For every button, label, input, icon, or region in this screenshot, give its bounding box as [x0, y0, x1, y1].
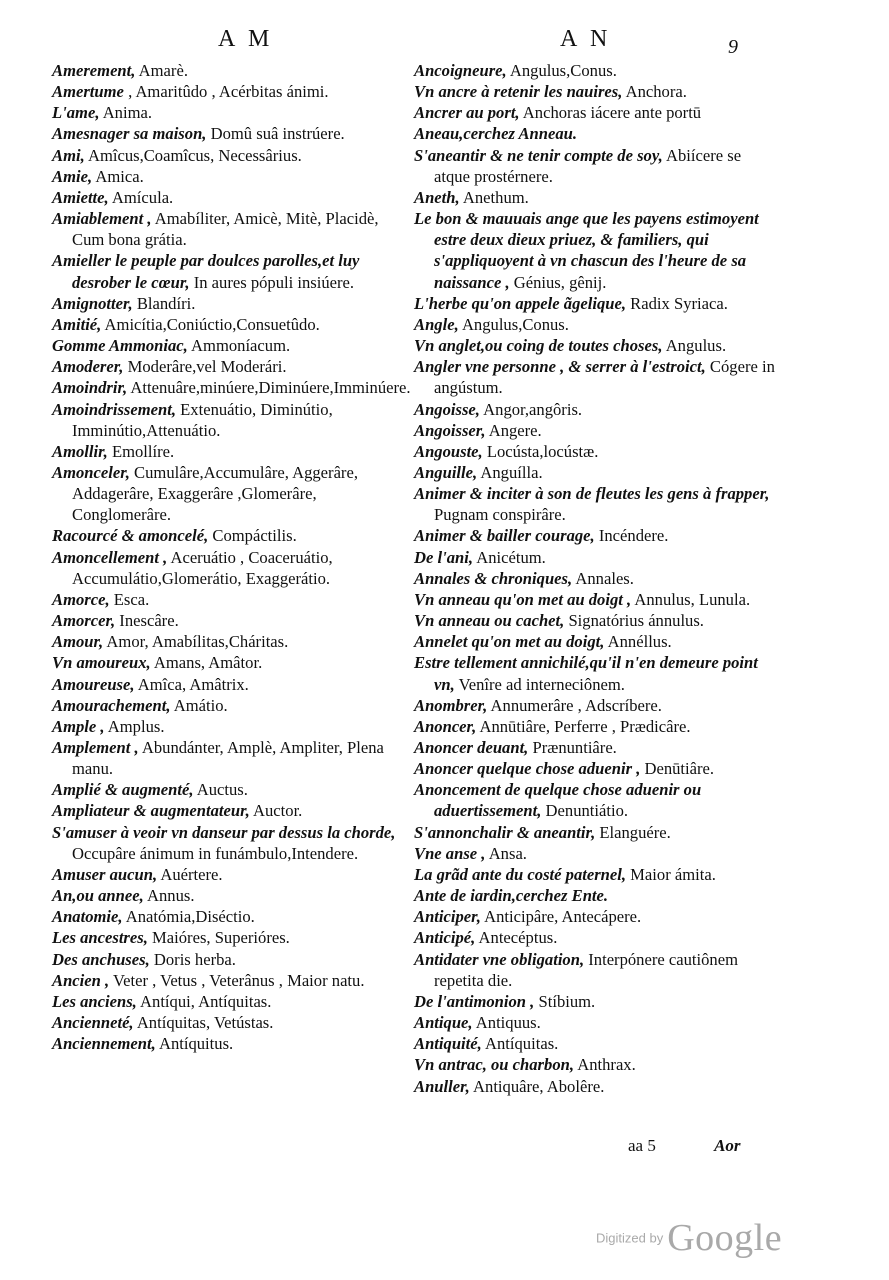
dictionary-entry — [52, 166, 414, 187]
french-headword: Amertume — [52, 82, 124, 102]
latin-gloss: Amabíliter, Amicè, Mitè, Placidè, Cum bona grátia. — [72, 209, 379, 250]
french-headword: Ample , — [52, 716, 105, 736]
latin-gloss: Antíquitus. — [155, 1034, 234, 1054]
french-headword: Anuller, — [414, 1076, 470, 1096]
latin-gloss: Prænuntiâre. — [528, 738, 617, 757]
latin-gloss: Anethum. — [459, 187, 529, 207]
french-headword: Amiette, — [52, 187, 109, 207]
french-headword: La grãd ante du costé paternel, — [414, 864, 627, 884]
french-headword: Annales & chroniques, — [414, 568, 573, 588]
dictionary-entry — [52, 991, 414, 1012]
dictionary-entry — [414, 758, 776, 779]
french-headword: Amorcer, — [52, 611, 116, 631]
french-headword: Amoureuse, — [52, 674, 135, 694]
dictionary-entry — [52, 695, 414, 716]
dictionary-entry — [52, 864, 414, 885]
dictionary-entry — [52, 716, 414, 737]
latin-gloss: Elanguére. — [595, 822, 671, 842]
french-headword: Vne anse , — [414, 843, 486, 863]
dictionary-entry — [52, 81, 414, 102]
latin-gloss: Incéndere. — [594, 526, 669, 546]
french-headword: Amour, — [52, 632, 104, 652]
french-headword: Angoisse, — [414, 399, 480, 419]
dictionary-entry — [414, 589, 776, 610]
latin-gloss: Emollíre. — [107, 441, 175, 461]
dictionary-entry — [414, 631, 776, 652]
french-headword: Gomme Ammoniac, — [52, 336, 188, 356]
french-headword: Antique, — [414, 1013, 473, 1033]
french-headword: Le bon & mauuais ange que les payens estimoyent estre deux dieux priuez, & familiers, qui s'appliquoyent à vn chascun des l'heure de sa naissance , — [414, 209, 759, 292]
latin-gloss: Extenuátio, Diminútio, Imminútio,Attenuátio. — [72, 399, 333, 440]
dictionary-entry — [52, 610, 414, 631]
latin-gloss: Anchoras iácere ante portū — [519, 103, 702, 123]
latin-gloss: Venîre ad interneciônem. — [454, 674, 625, 694]
french-headword: Ampliateur & augmentateur, — [52, 801, 250, 821]
french-headword: Angle, — [414, 314, 459, 334]
latin-gloss: Denuntiátio. — [541, 801, 629, 821]
dictionary-entry — [52, 525, 414, 546]
french-headword: S'aneantir & ne tenir compte de soy, — [414, 145, 663, 165]
latin-gloss: Angere. — [485, 420, 542, 440]
latin-gloss: Amicítia,Coniúctio,Consuetûdo. — [101, 314, 320, 334]
french-headword: Anticipé, — [414, 928, 476, 948]
dictionary-entry — [414, 652, 776, 694]
dictionary-entry — [52, 187, 414, 208]
french-headword: Amie, — [52, 166, 93, 186]
french-headword: S'amuser à veoir vn danseur par dessus la chorde, — [52, 822, 396, 842]
latin-gloss: Angulus,Conus. — [458, 314, 569, 334]
latin-gloss: Abundánter, Amplè, Ampliter, Plena manu. — [72, 738, 384, 779]
dictionary-entry — [414, 314, 776, 335]
french-headword: Amerement, — [52, 61, 136, 80]
french-headword: Les anciens, — [52, 991, 137, 1011]
latin-gloss: Cógere in angústum. — [434, 357, 775, 398]
french-headword: L'ame, — [52, 103, 100, 123]
french-headword: Amignotter, — [52, 293, 133, 313]
dictionary-entry — [52, 906, 414, 927]
dictionary-entry — [52, 589, 414, 610]
latin-gloss: Aceruátio , Coaceruátio, Accumulátio,Glomerátio, Exaggerátio. — [72, 547, 333, 588]
right-column — [414, 60, 776, 1097]
dictionary-entry — [52, 462, 414, 525]
french-headword: Anoncer deuant, — [414, 738, 529, 757]
french-headword: Annelet qu'on met au doigt, — [414, 632, 605, 652]
page-number: 9 — [728, 36, 738, 58]
dictionary-entry — [52, 779, 414, 800]
latin-gloss: Signatórius ánnulus. — [564, 611, 704, 631]
french-headword: Amplement , — [52, 738, 139, 757]
french-headword: Vn anglet,ou coing de toutes choses, — [414, 336, 663, 356]
dictionary-entry — [52, 293, 414, 314]
french-headword: Aneth, — [414, 187, 460, 207]
french-headword: Antiquité, — [414, 1034, 482, 1054]
french-headword: Ancien , — [52, 970, 110, 990]
french-headword: Anoncer, — [414, 716, 477, 736]
dictionary-entry — [414, 991, 776, 1012]
latin-gloss: Angor,angôris. — [479, 399, 583, 419]
latin-gloss: Anthrax. — [574, 1055, 636, 1075]
dictionary-entry — [52, 1012, 414, 1033]
french-headword: Ancrer au port, — [414, 103, 520, 123]
french-headword: L'herbe qu'on appele ãgelique, — [414, 293, 627, 313]
dictionary-entry — [414, 864, 776, 885]
latin-gloss: Anicétum. — [473, 547, 546, 567]
latin-gloss: Anima. — [99, 103, 153, 123]
dictionary-entry — [414, 335, 776, 356]
dictionary-entry — [52, 949, 414, 970]
dictionary-entry — [414, 356, 776, 398]
latin-gloss: Annus. — [143, 886, 195, 906]
dictionary-entry — [52, 377, 414, 398]
french-headword: Ancoigneure, — [414, 61, 507, 80]
dictionary-entry — [414, 420, 776, 441]
french-headword: Anatomie, — [52, 907, 123, 927]
latin-gloss: Veter , Vetus , Veterânus , Maior natu. — [109, 970, 365, 990]
french-headword: Antidater vne obligation, — [414, 949, 585, 969]
latin-gloss: Antíqui, Antíquitas. — [136, 991, 272, 1011]
dictionary-entry — [414, 1033, 776, 1054]
latin-gloss: Esca. — [109, 589, 150, 609]
latin-gloss: Antecéptus. — [475, 928, 558, 948]
dictionary-entry — [414, 927, 776, 948]
latin-gloss: Annūtiâre, Perferre , Prædicâre. — [476, 716, 691, 736]
dictionary-entry — [414, 293, 776, 314]
french-headword: Ami, — [52, 145, 85, 165]
dictionary-entry — [52, 970, 414, 991]
dictionary-entry — [52, 102, 414, 123]
latin-gloss: Anatómia,Diséctio. — [122, 907, 255, 927]
latin-gloss: Attenuâre,minúere,Diminúere,Imminúere. — [127, 378, 411, 398]
latin-gloss: Abiícere se atque prostérnere. — [434, 145, 742, 186]
latin-gloss: Cumulâre,Accumulâre, Aggerâre, Addagerâre, Exaggerâre ,Glomerâre, Conglomerâre. — [72, 462, 358, 525]
dictionary-entry — [52, 652, 414, 673]
french-headword: Amoncellement , — [52, 547, 168, 567]
dictionary-entry — [52, 335, 414, 356]
dictionary-entry — [414, 843, 776, 864]
running-head-left: A M — [218, 26, 274, 52]
dictionary-entry — [414, 1076, 776, 1097]
dictionary-entry — [52, 208, 414, 250]
dictionary-entry — [414, 145, 776, 187]
latin-gloss: In aures pópuli insiúere. — [189, 272, 355, 292]
latin-gloss: Locústa,locústæ. — [482, 441, 599, 461]
dictionary-entry — [414, 716, 776, 737]
dictionary-entry — [414, 822, 776, 843]
french-headword: De l'ani, — [414, 547, 474, 567]
french-headword: Amiablement , — [52, 209, 152, 229]
french-headword: Amplié & augmenté, — [52, 780, 194, 800]
dictionary-entry — [414, 547, 776, 568]
dictionary-entry — [52, 1033, 414, 1054]
dictionary-entry — [52, 145, 414, 166]
french-headword: Aneau,cerchez Anneau. — [414, 124, 578, 144]
french-headword: Angler vne personne , & serrer à l'estroict, — [414, 357, 706, 377]
latin-gloss: Annéllus. — [604, 632, 672, 652]
latin-gloss: Maior ámita. — [626, 864, 716, 884]
latin-gloss: Denūtiâre. — [640, 759, 715, 779]
latin-gloss: Doris herba. — [149, 949, 236, 969]
dictionary-entry — [414, 208, 776, 293]
dictionary-entry — [52, 441, 414, 462]
dictionary-entry — [52, 314, 414, 335]
latin-gloss: Amans, Amâtor. — [150, 653, 263, 673]
latin-gloss: Anguílla. — [477, 462, 543, 482]
french-headword: Ancienneté, — [52, 1013, 134, 1033]
latin-gloss: Amarè. — [135, 61, 188, 80]
french-headword: Amorce, — [52, 589, 110, 609]
catchword: Aor — [714, 1136, 741, 1155]
dictionary-entry — [52, 60, 414, 81]
latin-gloss: Blandíri. — [132, 293, 196, 313]
french-headword: Vn anneau ou cachet, — [414, 611, 565, 631]
signature-mark: aa 5 — [628, 1136, 656, 1155]
latin-gloss: Inescâre. — [115, 611, 179, 631]
latin-gloss: Antiquâre, Abolêre. — [469, 1076, 605, 1096]
running-head-right: A N — [560, 26, 612, 52]
dictionary-entry — [414, 1054, 776, 1075]
french-headword: Amourachement, — [52, 695, 171, 715]
latin-gloss: Antíquitas, Vetústas. — [133, 1013, 274, 1033]
dictionary-entry — [52, 885, 414, 906]
latin-gloss: Domû suâ instrúere. — [206, 124, 345, 144]
french-headword: Amesnager sa maison, — [52, 124, 207, 144]
french-headword: Vn antrac, ou charbon, — [414, 1055, 574, 1075]
latin-gloss: Annulus, Lunula. — [631, 589, 751, 609]
dictionary-entry — [414, 102, 776, 123]
latin-gloss: Antíquitas. — [481, 1034, 559, 1054]
digitized-stamp — [596, 1216, 782, 1260]
latin-gloss: Ammoníacum. — [187, 336, 291, 356]
latin-gloss: Auctus. — [193, 780, 248, 800]
french-headword: An,ou annee, — [52, 886, 144, 906]
latin-gloss: Stíbium. — [534, 991, 596, 1011]
french-headword: Anticiper, — [414, 907, 481, 927]
french-headword: Vn anneau qu'on met au doigt , — [414, 589, 632, 609]
left-column — [52, 60, 414, 1054]
dictionary-entry — [414, 885, 776, 906]
dictionary-entry — [52, 631, 414, 652]
french-headword: Angoisser, — [414, 420, 486, 440]
french-headword: Vn amoureux, — [52, 653, 151, 673]
french-headword: Anombrer, — [414, 695, 488, 715]
dictionary-entry — [414, 462, 776, 483]
latin-gloss: Antiquus. — [472, 1013, 541, 1033]
latin-gloss: Anchora. — [622, 82, 687, 102]
french-headword: Estre tellement annichilé,qu'il n'en demeure point vn, — [414, 653, 758, 694]
dictionary-entry — [414, 399, 776, 420]
latin-gloss: Amica. — [92, 166, 144, 186]
latin-gloss: Angulus. — [662, 336, 727, 356]
french-headword: Vn ancre à retenir les nauires, — [414, 82, 623, 102]
digitized-by-text: Digitized by — [596, 1230, 664, 1246]
french-headword: Amonceler, — [52, 462, 130, 482]
latin-gloss: Amátio. — [170, 695, 228, 715]
latin-gloss: Pugnam conspirâre. — [434, 505, 566, 525]
latin-gloss: Maióres, Superióres. — [147, 928, 290, 948]
dictionary-entry — [414, 779, 776, 821]
french-headword: Anciennement, — [52, 1034, 156, 1054]
dictionary-entry — [414, 568, 776, 589]
latin-gloss: Occupâre ánimum in funámbulo,Intendere. — [72, 843, 359, 863]
latin-gloss: Annales. — [572, 568, 634, 588]
french-headword: Anguille, — [414, 462, 478, 482]
latin-gloss: Amícula. — [108, 187, 174, 207]
french-headword: Ante de iardin,cerchez Ente. — [414, 886, 609, 906]
dictionary-entry — [414, 483, 776, 525]
dictionary-entry — [52, 399, 414, 441]
dictionary-entry — [414, 737, 776, 758]
french-headword: Amitié, — [52, 314, 102, 334]
latin-gloss: Amplus. — [104, 716, 165, 736]
french-headword: Anoncer quelque chose aduenir , — [414, 759, 641, 779]
latin-gloss: Angulus,Conus. — [506, 61, 617, 80]
dictionary-entry — [52, 927, 414, 948]
latin-gloss: Amîca, Amâtrix. — [134, 674, 249, 694]
latin-gloss: Amor, Amabílitas,Cháritas. — [103, 632, 289, 652]
french-headword: Amoderer, — [52, 357, 124, 377]
latin-gloss: Amîcus,Coamîcus, Necessârius. — [84, 145, 302, 165]
french-headword: S'annonchalir & aneantir, — [414, 822, 596, 842]
french-headword: Amollir, — [52, 441, 108, 461]
french-headword: Amieller le peuple par doulces parolles,et luy desrober le cœur, — [52, 251, 360, 292]
dictionary-entry — [414, 949, 776, 991]
dictionary-entry — [52, 737, 414, 779]
latin-gloss: Auértere. — [157, 864, 223, 884]
dictionary-entry — [52, 250, 414, 292]
french-headword: Anoncement de quelque chose aduenir ou aduertissement, — [414, 780, 702, 821]
dictionary-entry — [414, 525, 776, 546]
dictionary-entry — [52, 123, 414, 144]
latin-gloss: Moderâre,vel Moderári. — [123, 357, 287, 377]
french-headword: Amoindrir, — [52, 378, 128, 398]
dictionary-entry — [414, 1012, 776, 1033]
french-headword: Amoindrissement, — [52, 399, 177, 419]
dictionary-entry — [414, 60, 776, 81]
dictionary-entry — [52, 356, 414, 377]
latin-gloss: Auctor. — [249, 801, 303, 821]
dictionary-entry — [414, 441, 776, 462]
dictionary-entry — [414, 610, 776, 631]
french-headword: Animer & inciter à son de fleutes les gens à frapper, — [414, 484, 770, 504]
french-headword: De l'antimonion , — [414, 991, 535, 1011]
latin-gloss: Interpónere cautiônem repetita die. — [434, 949, 738, 990]
french-headword: Angouste, — [414, 441, 483, 461]
dictionary-entry — [414, 906, 776, 927]
latin-gloss: Ansa. — [485, 843, 527, 863]
french-headword: Racourcé & amoncelé, — [52, 526, 209, 546]
latin-gloss: , Amaritûdo , Acérbitas ánimi. — [123, 82, 329, 102]
catchline — [628, 1136, 741, 1156]
latin-gloss: Radix Syriaca. — [626, 293, 728, 313]
french-headword: Des anchuses, — [52, 949, 150, 969]
french-headword: Amuser aucun, — [52, 864, 158, 884]
dictionary-entry — [414, 81, 776, 102]
french-headword: Animer & bailler courage, — [414, 526, 595, 546]
french-headword: Les ancestres, — [52, 928, 148, 948]
dictionary-entry — [52, 822, 414, 864]
latin-gloss: Génius, gênij. — [509, 272, 607, 292]
dictionary-entry — [52, 800, 414, 821]
latin-gloss: Annumerâre , Adscríbere. — [487, 695, 662, 715]
google-logo: Google — [667, 1217, 783, 1259]
dictionary-entry — [52, 547, 414, 589]
latin-gloss: Compáctilis. — [208, 526, 297, 546]
latin-gloss: Anticipâre, Antecápere. — [480, 907, 642, 927]
dictionary-entry — [52, 674, 414, 695]
dictionary-entry — [414, 123, 776, 144]
dictionary-entry — [414, 187, 776, 208]
dictionary-entry — [414, 695, 776, 716]
